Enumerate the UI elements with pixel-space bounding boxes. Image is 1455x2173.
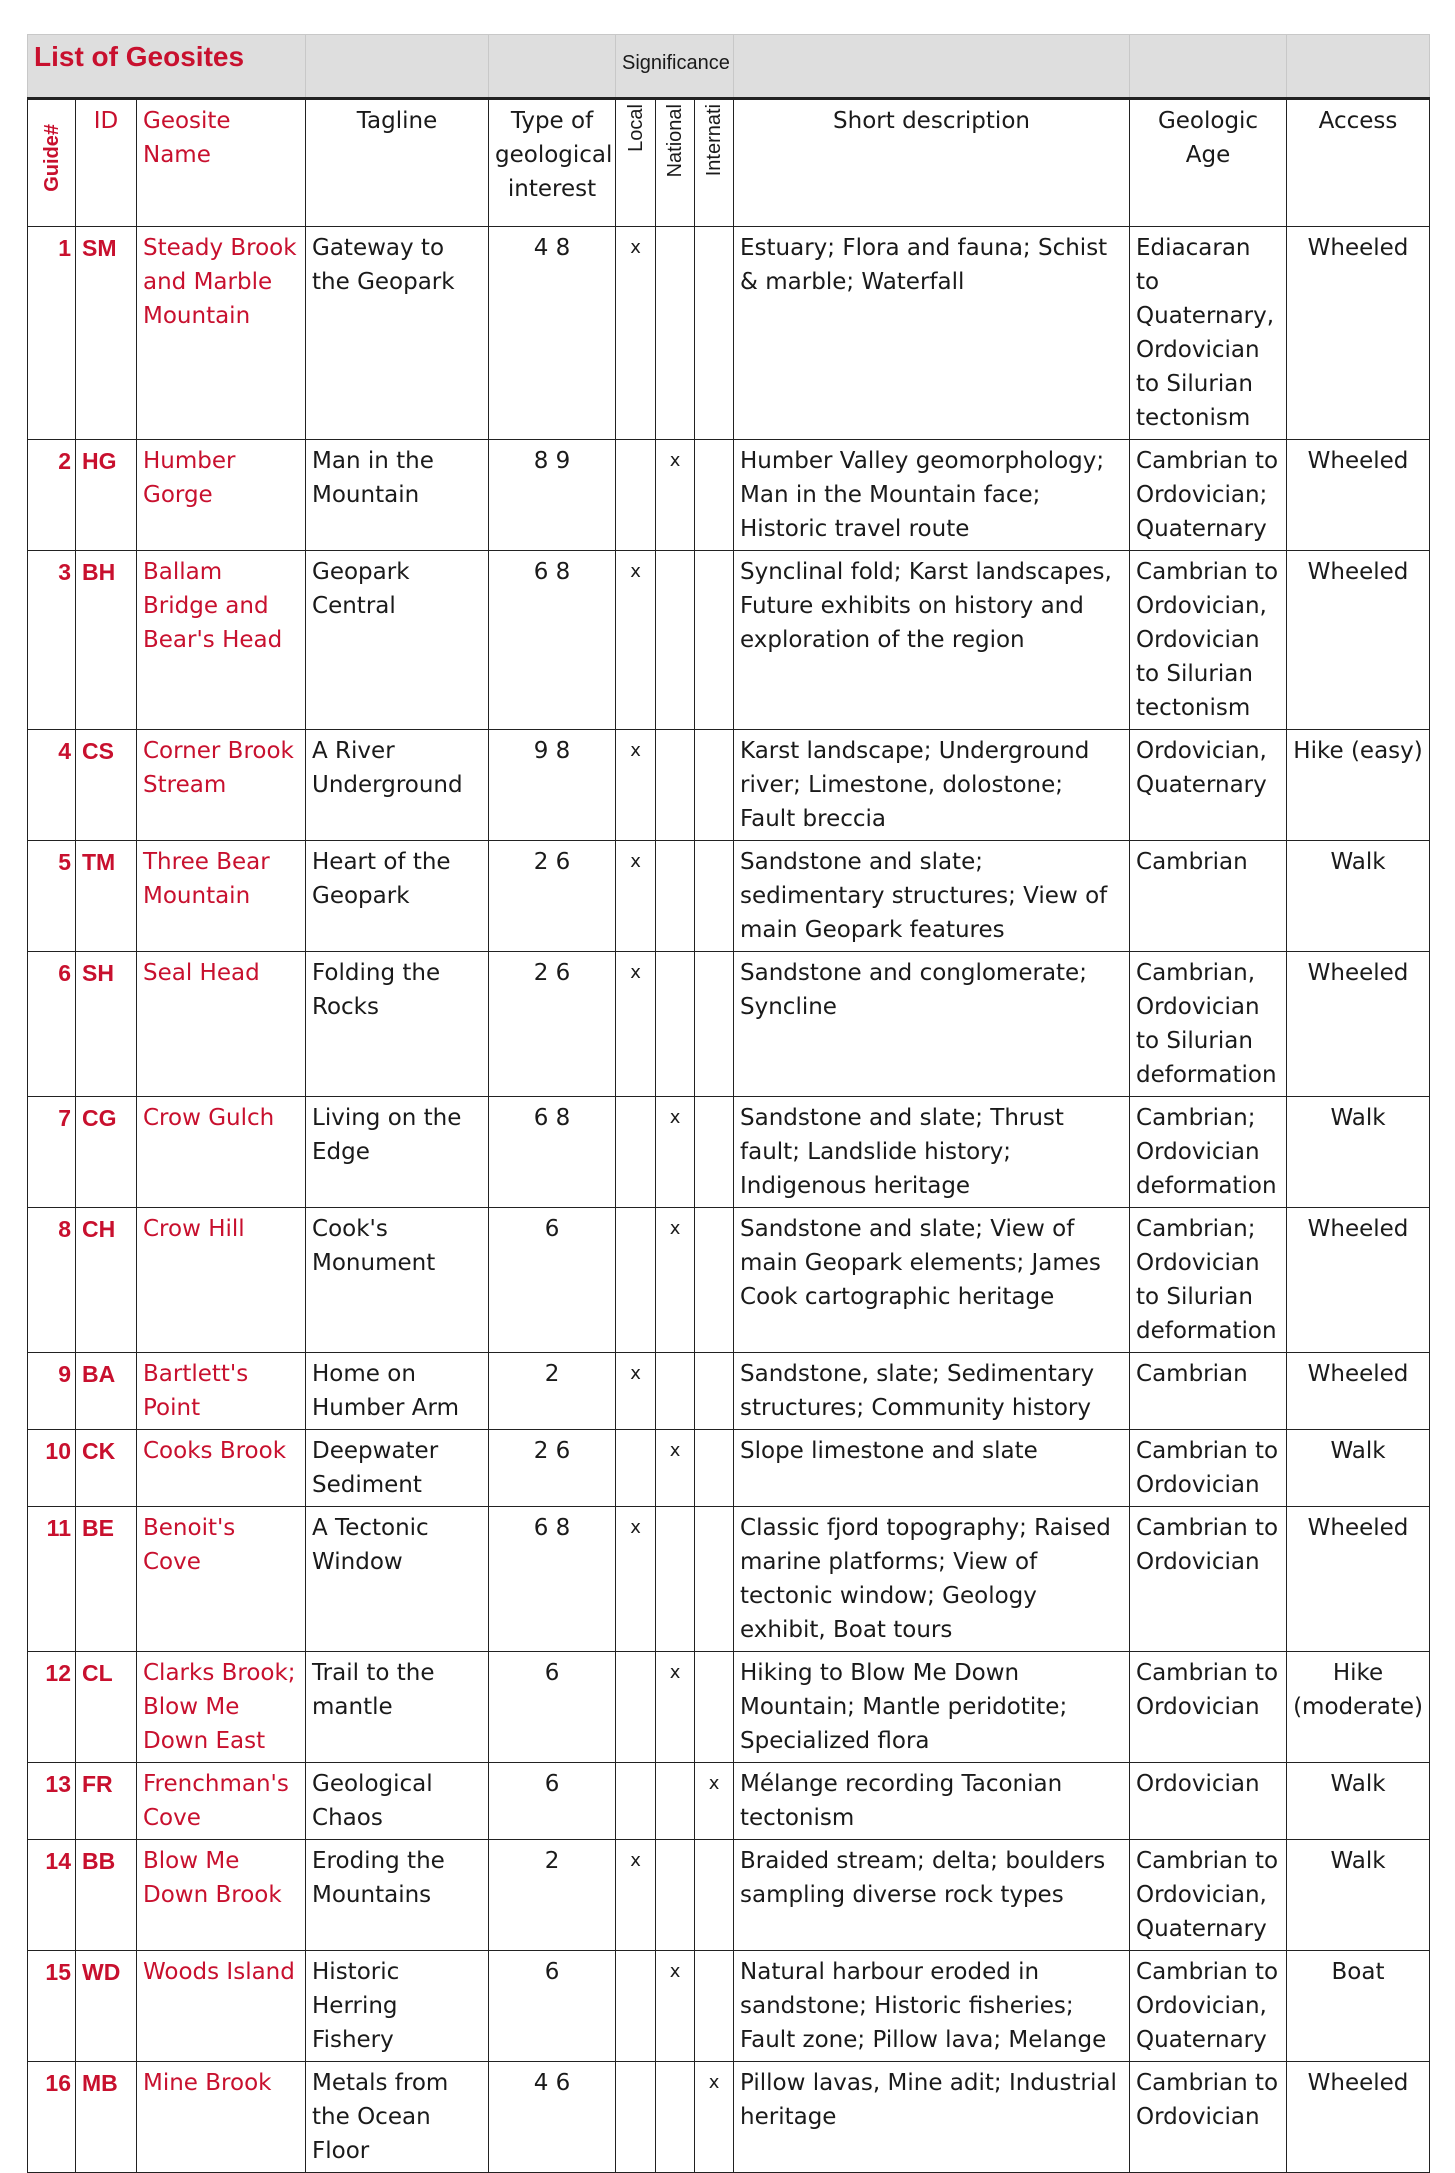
table-row: [28, 227, 1430, 440]
header-local: [616, 99, 656, 227]
table-row: [28, 1507, 1430, 1652]
tagline-cell: Deepwater Sediment: [306, 1430, 489, 1507]
national-mark-cell: x: [656, 1951, 695, 2062]
local-mark-cell: [616, 1097, 656, 1208]
guide-number-cell: 7: [28, 1097, 76, 1208]
description-cell: Karst landscape; Underground river; Limestone, dolostone; Fault breccia: [734, 730, 1130, 841]
title-blank-cell: [306, 35, 489, 99]
site-name-cell: Woods Island: [137, 1951, 306, 2062]
guide-number-cell: 14: [28, 1840, 76, 1951]
guide-number-cell: 15: [28, 1951, 76, 2062]
geologic-age-cell: Cambrian to Ordovician; Quaternary: [1130, 440, 1287, 551]
header-international-label: Internati: [703, 104, 726, 177]
interest-type-cell: 2: [489, 1840, 616, 1951]
site-name-cell: Bartlett's Point: [137, 1353, 306, 1430]
description-cell: Synclinal fold; Karst landscapes, Future exhibits on history and exploration of the region: [734, 551, 1130, 730]
national-mark-cell: [656, 227, 695, 440]
table-row: [28, 1951, 1430, 2062]
tagline-cell: Geological Chaos: [306, 1763, 489, 1840]
guide-number-cell: 1: [28, 227, 76, 440]
tagline-cell: Cook's Monument: [306, 1208, 489, 1353]
site-id-cell: WD: [76, 1951, 137, 2062]
header-national-label: National: [664, 104, 687, 178]
header-guide: [28, 99, 76, 227]
access-cell: Walk: [1287, 841, 1430, 952]
description-cell: Classic fjord topography; Raised marine platforms; View of tectonic window; Geology exhibit, Boat tours: [734, 1507, 1130, 1652]
site-name-cell: Steady Brook and Marble Mountain: [137, 227, 306, 440]
international-mark-cell: [695, 1507, 734, 1652]
local-mark-cell: x: [616, 1840, 656, 1951]
title-blank-cell: [1287, 35, 1430, 99]
local-mark-cell: x: [616, 730, 656, 841]
header-access: Access: [1287, 99, 1430, 227]
site-name-cell: Crow Hill: [137, 1208, 306, 1353]
site-id-cell: CL: [76, 1652, 137, 1763]
tagline-cell: Folding the Rocks: [306, 952, 489, 1097]
interest-type-cell: 6: [489, 1208, 616, 1353]
site-name-cell: Frenchman's Cove: [137, 1763, 306, 1840]
description-cell: Sandstone, slate; Sedimentary structures; Community history: [734, 1353, 1130, 1430]
local-mark-cell: [616, 1208, 656, 1353]
title-blank-cell: [489, 35, 616, 99]
site-id-cell: SH: [76, 952, 137, 1097]
header-international: [695, 99, 734, 227]
interest-type-cell: 6 8: [489, 1097, 616, 1208]
table-row: [28, 1097, 1430, 1208]
national-mark-cell: x: [656, 1097, 695, 1208]
national-mark-cell: [656, 1353, 695, 1430]
geologic-age-cell: Cambrian; Ordovician deformation: [1130, 1097, 1287, 1208]
local-mark-cell: [616, 1430, 656, 1507]
national-mark-cell: [656, 1763, 695, 1840]
site-name-cell: Cooks Brook: [137, 1430, 306, 1507]
international-mark-cell: [695, 1208, 734, 1353]
description-cell: Braided stream; delta; boulders sampling diverse rock types: [734, 1840, 1130, 1951]
guide-number-cell: 3: [28, 551, 76, 730]
tagline-cell: A River Underground: [306, 730, 489, 841]
table-title-cell: [28, 35, 306, 99]
access-cell: Boat: [1287, 1951, 1430, 2062]
table-row: [28, 1763, 1430, 1840]
local-mark-cell: [616, 2062, 656, 2173]
geologic-age-cell: Ordovician: [1130, 1763, 1287, 1840]
geologic-age-cell: Cambrian to Ordovician: [1130, 1430, 1287, 1507]
table-row: [28, 1208, 1430, 1353]
site-id-cell: BE: [76, 1507, 137, 1652]
site-name-cell: Crow Gulch: [137, 1097, 306, 1208]
international-mark-cell: [695, 440, 734, 551]
international-mark-cell: x: [695, 2062, 734, 2173]
geologic-age-cell: Cambrian to Ordovician, Ordovician to Silurian tectonism: [1130, 551, 1287, 730]
national-mark-cell: [656, 551, 695, 730]
guide-number-cell: 10: [28, 1430, 76, 1507]
site-id-cell: BA: [76, 1353, 137, 1430]
local-mark-cell: [616, 440, 656, 551]
site-name-cell: Mine Brook: [137, 2062, 306, 2173]
site-name-cell: Blow Me Down Brook: [137, 1840, 306, 1951]
description-cell: Pillow lavas, Mine adit; Industrial heritage: [734, 2062, 1130, 2173]
table-row: [28, 730, 1430, 841]
international-mark-cell: [695, 227, 734, 440]
guide-number-cell: 13: [28, 1763, 76, 1840]
access-cell: Hike (easy): [1287, 730, 1430, 841]
table-title: List of Geosites: [34, 41, 245, 72]
table-row: [28, 1652, 1430, 1763]
national-mark-cell: [656, 841, 695, 952]
interest-type-cell: 4 6: [489, 2062, 616, 2173]
site-name-cell: Ballam Bridge and Bear's Head: [137, 551, 306, 730]
tagline-cell: A Tectonic Window: [306, 1507, 489, 1652]
tagline-cell: Eroding the Mountains: [306, 1840, 489, 1951]
guide-number-cell: 5: [28, 841, 76, 952]
title-blank-cell: [734, 35, 1130, 99]
national-mark-cell: [656, 730, 695, 841]
site-id-cell: MB: [76, 2062, 137, 2173]
international-mark-cell: [695, 1097, 734, 1208]
geologic-age-cell: Cambrian to Ordovician, Quaternary: [1130, 1840, 1287, 1951]
site-name-cell: Benoit's Cove: [137, 1507, 306, 1652]
international-mark-cell: [695, 1430, 734, 1507]
national-mark-cell: x: [656, 440, 695, 551]
interest-type-cell: 8 9: [489, 440, 616, 551]
table-row: [28, 1353, 1430, 1430]
header-national: [656, 99, 695, 227]
site-name-cell: Clarks Brook; Blow Me Down East: [137, 1652, 306, 1763]
header-name: Geosite Name: [137, 99, 306, 227]
description-cell: Sandstone and slate; View of main Geopark elements; James Cook cartographic heritage: [734, 1208, 1130, 1353]
guide-number-cell: 2: [28, 440, 76, 551]
guide-number-cell: 12: [28, 1652, 76, 1763]
interest-type-cell: 6: [489, 1652, 616, 1763]
international-mark-cell: [695, 952, 734, 1097]
description-cell: Sandstone and slate; sedimentary structures; View of main Geopark features: [734, 841, 1130, 952]
local-mark-cell: x: [616, 1507, 656, 1652]
table-row: [28, 551, 1430, 730]
guide-number-cell: 16: [28, 2062, 76, 2173]
local-mark-cell: x: [616, 227, 656, 440]
header-type: Type of geological interest: [489, 99, 616, 227]
significance-label: Significance: [622, 52, 730, 74]
geologic-age-cell: Cambrian: [1130, 1353, 1287, 1430]
local-mark-cell: [616, 1763, 656, 1840]
national-mark-cell: x: [656, 1430, 695, 1507]
national-mark-cell: [656, 1840, 695, 1951]
site-id-cell: HG: [76, 440, 137, 551]
interest-type-cell: 6: [489, 1763, 616, 1840]
tagline-cell: Heart of the Geopark: [306, 841, 489, 952]
international-mark-cell: x: [695, 1763, 734, 1840]
geologic-age-cell: Cambrian to Ordovician: [1130, 2062, 1287, 2173]
geosites-table: [27, 34, 1430, 2173]
interest-type-cell: 6 8: [489, 1507, 616, 1652]
interest-type-cell: 2 6: [489, 1430, 616, 1507]
access-cell: Walk: [1287, 1763, 1430, 1840]
table-row: [28, 1430, 1430, 1507]
access-cell: Wheeled: [1287, 952, 1430, 1097]
significance-group-cell: [616, 35, 734, 99]
tagline-cell: Gateway to the Geopark: [306, 227, 489, 440]
site-id-cell: CS: [76, 730, 137, 841]
local-mark-cell: x: [616, 551, 656, 730]
national-mark-cell: [656, 952, 695, 1097]
tagline-cell: Man in the Mountain: [306, 440, 489, 551]
geologic-age-cell: Ordovician, Quaternary: [1130, 730, 1287, 841]
access-cell: Wheeled: [1287, 1208, 1430, 1353]
access-cell: Wheeled: [1287, 2062, 1430, 2173]
header-guide-label: Guide#: [40, 124, 63, 192]
international-mark-cell: [695, 1353, 734, 1430]
site-name-cell: Three Bear Mountain: [137, 841, 306, 952]
geologic-age-cell: Cambrian; Ordovician to Silurian deformation: [1130, 1208, 1287, 1353]
geologic-age-cell: Cambrian to Ordovician: [1130, 1507, 1287, 1652]
site-name-cell: Corner Brook Stream: [137, 730, 306, 841]
local-mark-cell: [616, 1951, 656, 2062]
header-local-label: Local: [624, 104, 647, 152]
access-cell: Walk: [1287, 1840, 1430, 1951]
interest-type-cell: 2 6: [489, 841, 616, 952]
geologic-age-cell: Cambrian to Ordovician, Quaternary: [1130, 1951, 1287, 2062]
site-id-cell: CG: [76, 1097, 137, 1208]
international-mark-cell: [695, 730, 734, 841]
local-mark-cell: x: [616, 952, 656, 1097]
geologic-age-cell: Cambrian: [1130, 841, 1287, 952]
site-id-cell: SM: [76, 227, 137, 440]
geosite-rows: [28, 227, 1430, 2173]
title-blank-cell: [1130, 35, 1287, 99]
interest-type-cell: 4 8: [489, 227, 616, 440]
header-age: Geologic Age: [1130, 99, 1287, 227]
description-cell: Humber Valley geomorphology; Man in the Mountain face; Historic travel route: [734, 440, 1130, 551]
interest-type-cell: 6 8: [489, 551, 616, 730]
site-id-cell: BB: [76, 1840, 137, 1951]
table-row: [28, 952, 1430, 1097]
site-id-cell: FR: [76, 1763, 137, 1840]
header-id: ID: [76, 99, 137, 227]
access-cell: Wheeled: [1287, 440, 1430, 551]
tagline-cell: Historic Herring Fishery: [306, 1951, 489, 2062]
header-description: Short description: [734, 99, 1130, 227]
tagline-cell: Metals from the Ocean Floor: [306, 2062, 489, 2173]
local-mark-cell: [616, 1652, 656, 1763]
site-id-cell: BH: [76, 551, 137, 730]
header-tagline: Tagline: [306, 99, 489, 227]
national-mark-cell: [656, 1507, 695, 1652]
access-cell: Wheeled: [1287, 551, 1430, 730]
international-mark-cell: [695, 841, 734, 952]
guide-number-cell: 8: [28, 1208, 76, 1353]
national-mark-cell: x: [656, 1208, 695, 1353]
access-cell: Hike (moderate): [1287, 1652, 1430, 1763]
site-name-cell: Humber Gorge: [137, 440, 306, 551]
guide-number-cell: 6: [28, 952, 76, 1097]
guide-number-cell: 4: [28, 730, 76, 841]
description-cell: Sandstone and slate; Thrust fault; Landslide history; Indigenous heritage: [734, 1097, 1130, 1208]
description-cell: Mélange recording Taconian tectonism: [734, 1763, 1130, 1840]
table-row: [28, 2062, 1430, 2173]
national-mark-cell: x: [656, 1652, 695, 1763]
description-cell: Natural harbour eroded in sandstone; Historic fisheries; Fault zone; Pillow lava; Melange: [734, 1951, 1130, 2062]
access-cell: Walk: [1287, 1097, 1430, 1208]
site-name-cell: Seal Head: [137, 952, 306, 1097]
description-cell: Hiking to Blow Me Down Mountain; Mantle peridotite; Specialized flora: [734, 1652, 1130, 1763]
table-row: [28, 440, 1430, 551]
tagline-cell: Home on Humber Arm: [306, 1353, 489, 1430]
tagline-cell: Trail to the mantle: [306, 1652, 489, 1763]
interest-type-cell: 2: [489, 1353, 616, 1430]
access-cell: Wheeled: [1287, 1507, 1430, 1652]
site-id-cell: CK: [76, 1430, 137, 1507]
geologic-age-cell: Cambrian to Ordovician: [1130, 1652, 1287, 1763]
interest-type-cell: 2 6: [489, 952, 616, 1097]
international-mark-cell: [695, 551, 734, 730]
local-mark-cell: x: [616, 1353, 656, 1430]
guide-number-cell: 9: [28, 1353, 76, 1430]
description-cell: Estuary; Flora and fauna; Schist & marble; Waterfall: [734, 227, 1130, 440]
table-row: [28, 841, 1430, 952]
interest-type-cell: 6: [489, 1951, 616, 2062]
geologic-age-cell: Ediacaran to Quaternary, Ordovician to Silurian tectonism: [1130, 227, 1287, 440]
tagline-cell: Living on the Edge: [306, 1097, 489, 1208]
international-mark-cell: [695, 1840, 734, 1951]
access-cell: Wheeled: [1287, 1353, 1430, 1430]
guide-number-cell: 11: [28, 1507, 76, 1652]
access-cell: Wheeled: [1287, 227, 1430, 440]
description-cell: Sandstone and conglomerate; Syncline: [734, 952, 1130, 1097]
header-row: [28, 99, 1430, 227]
title-row: [28, 35, 1430, 99]
international-mark-cell: [695, 1652, 734, 1763]
national-mark-cell: [656, 2062, 695, 2173]
table-row: [28, 1840, 1430, 1951]
description-cell: Slope limestone and slate: [734, 1430, 1130, 1507]
interest-type-cell: 9 8: [489, 730, 616, 841]
site-id-cell: TM: [76, 841, 137, 952]
access-cell: Walk: [1287, 1430, 1430, 1507]
site-id-cell: CH: [76, 1208, 137, 1353]
local-mark-cell: x: [616, 841, 656, 952]
tagline-cell: Geopark Central: [306, 551, 489, 730]
geologic-age-cell: Cambrian, Ordovician to Silurian deformation: [1130, 952, 1287, 1097]
international-mark-cell: [695, 1951, 734, 2062]
